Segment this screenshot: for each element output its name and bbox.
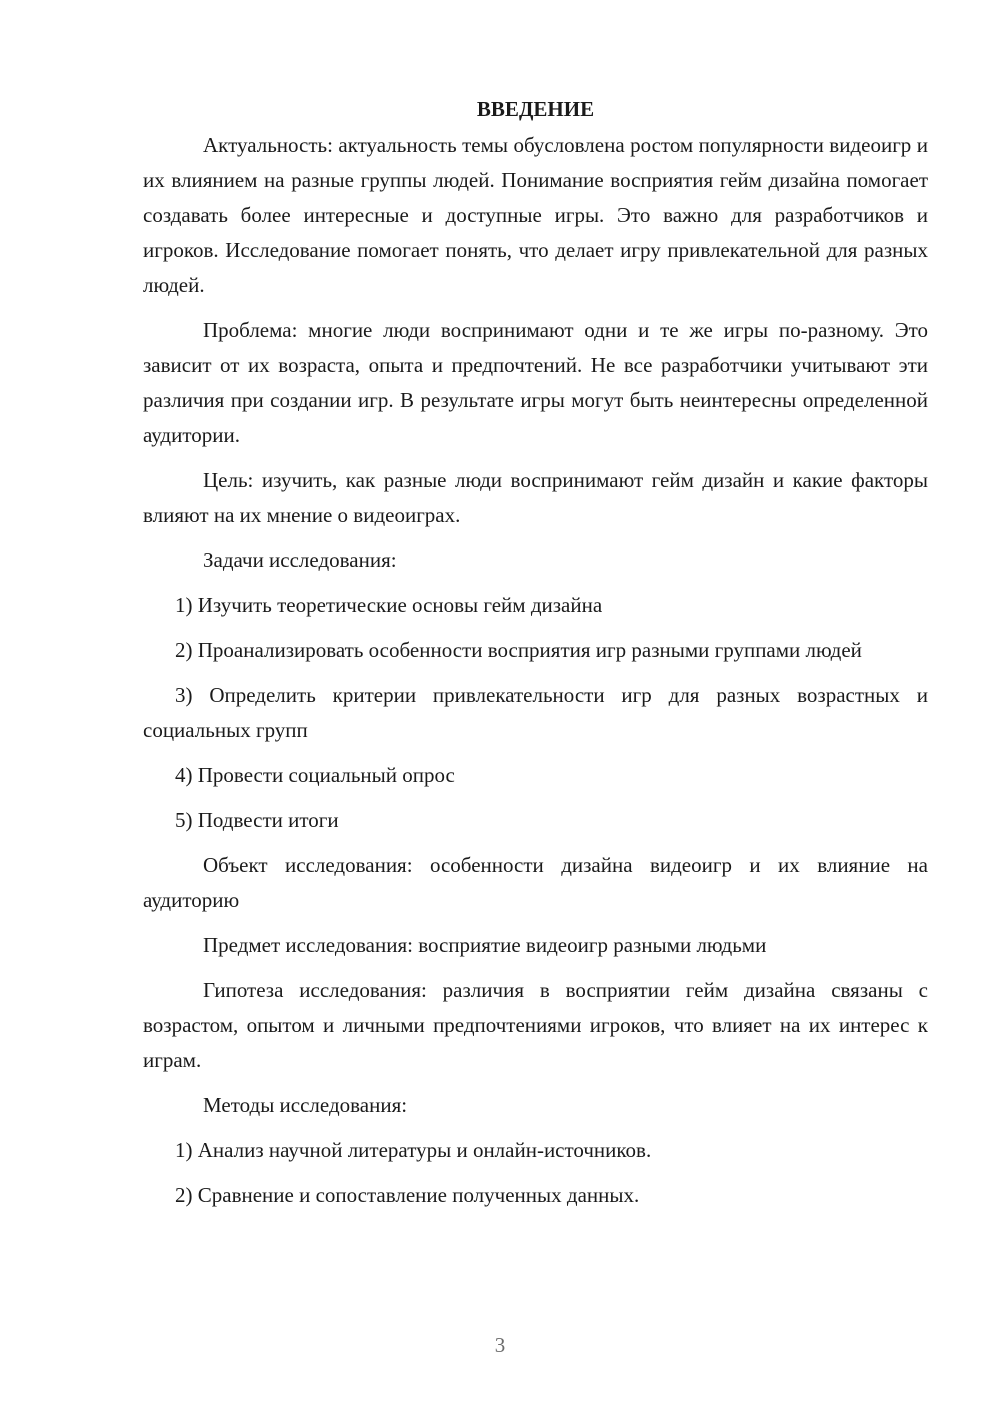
task-item-5: 5) Подвести итоги xyxy=(175,808,339,832)
method-item-2: 2) Сравнение и сопоставление полученных данных. xyxy=(175,1183,640,1207)
goal-paragraph: Цель: изучить, как разные люди воспринимают гейм дизайн и какие факторы влияют на их мнение о видеоиграх. xyxy=(143,468,928,527)
hypothesis-paragraph: Гипотеза исследования: различия в восприятии гейм дизайна связаны с возрастом, опытом и личными предпочтениями игроков, что влияет на их интерес к играм. xyxy=(143,978,928,1072)
task-item-4: 4) Провести социальный опрос xyxy=(175,763,455,787)
task-item-2: 2) Проанализировать особенности восприятия игр разными группами людей xyxy=(175,638,862,662)
tasks-title: Задачи исследования: xyxy=(203,548,397,572)
relevance-paragraph: Актуальность: актуальность темы обусловлена ростом популярности видеоигр и их влиянием на разные группы людей. Понимание восприятия гейм дизайна помогает создавать более интересные и доступные игры. Это важно для разработчиков и игроков. Исследование помогает понять, что делает игру привлекательной для разных людей. xyxy=(143,133,928,297)
document-page xyxy=(143,92,928,1223)
page-number: 3 xyxy=(494,1333,506,1357)
problem-paragraph: Проблема: многие люди воспринимают одни и те же игры по-разному. Это зависит от их возраста, опыта и предпочтений. Не все разработчики учитывают эти различия при создании игр. В результате игры могут быть неинтересны определенной аудитории. xyxy=(143,318,928,447)
task-item-1: 1) Изучить теоретические основы гейм дизайна xyxy=(175,593,603,617)
method-item-1: 1) Анализ научной литературы и онлайн-источников. xyxy=(175,1138,652,1162)
object-paragraph: Объект исследования: особенности дизайна видеоигр и их влияние на аудиторию xyxy=(143,853,928,912)
task-item-3: 3) Определить критерии привлекательности игр для разных возрастных и социальных групп xyxy=(143,683,928,742)
section-heading: ВВЕДЕНИЕ xyxy=(476,97,595,121)
methods-title: Методы исследования: xyxy=(203,1093,408,1117)
subject-paragraph: Предмет исследования: восприятие видеоигр разными людьми xyxy=(203,933,767,957)
